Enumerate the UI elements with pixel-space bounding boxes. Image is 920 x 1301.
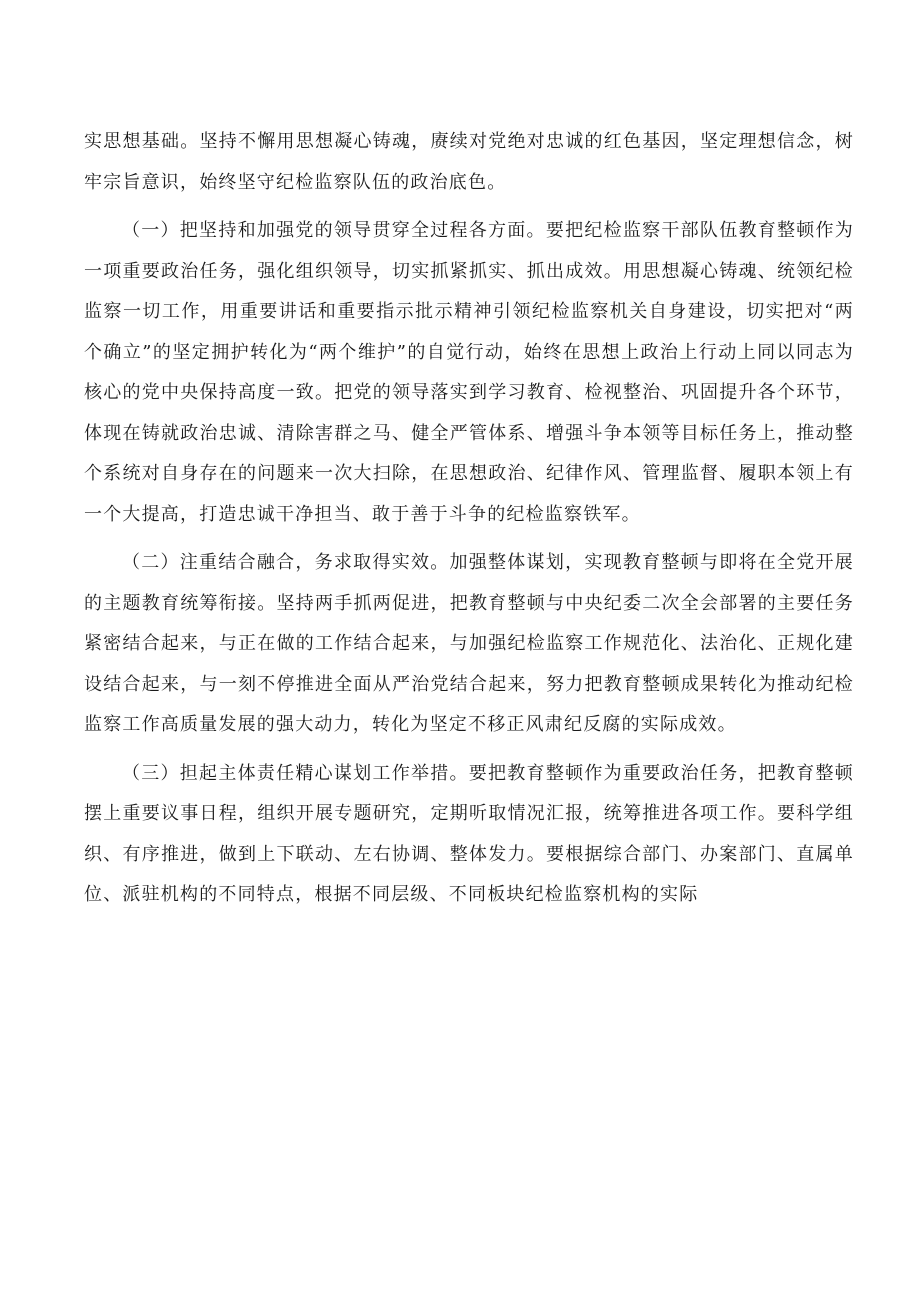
paragraph-integration: （二）注重结合融合，务求取得实效。加强整体谋划，实现教育整顿与即将在全党开展的主题教育统筹衔接。坚持两手抓两促进，把教育整顿与中央纪委二次全会部署的主要任务紧密结合起来，与正在做的工作结合起来，与加强纪检监察工作规范化、法治化、正规化建设结合起来，与一刻不停推进全面从严治党结合起来，努力把教育整顿成果转化为推动纪检监察工作高质量发展的强大动力，转化为坚定不移正风肃纪反腐的实际成效。 — [84, 552, 854, 735]
document-page — [84, 122, 854, 916]
paragraph-party-leadership: （一）把坚持和加强党的领导贯穿全过程各方面。要把纪检监察干部队伍教育整顿作为一项重要政治任务，强化组织领导，切实抓紧抓实、抓出成效。用思想凝心铸魂、统领纪检监察一切工作，用重要讲话和重要指示批示精神引领纪检监察机关自身建设，切实把对“两个确立”的坚定拥护转化为“两个维护”的自觉行动，始终在思想上政治上行动上同以同志为核心的党中央保持高度一致。把党的领导落实到学习教育、检视整治、巩固提升各个环节，体现在铸就政治忠诚、清除害群之马、健全严管体系、增强斗争本领等目标任务上，推动整个系统对自身存在的问题来一次大扫除，在思想政治、纪律作风、管理监督、履职本领上有一个大提高，打造忠诚干净担当、敢于善于斗争的纪检监察铁军。 — [84, 220, 854, 525]
paragraph-continuation: 实思想基础。坚持不懈用思想凝心铸魂，赓续对党绝对忠诚的红色基因，坚定理想信念，树牢宗旨意识，始终坚守纪检监察队伍的政治底色。 — [84, 131, 854, 193]
paragraph-main-responsibility: （三）担起主体责任精心谋划工作举措。要把教育整顿作为重要政治任务，把教育整顿摆上重要议事日程，组织开展专题研究，定期听取情况汇报，统筹推进各项工作。要科学组织、有序推进，做到上下联动、左右协调、整体发力。要根据综合部门、办案部门、直属单位、派驻机构的不同特点，根据不同层级、不同板块纪检监察机构的实际 — [84, 762, 854, 905]
